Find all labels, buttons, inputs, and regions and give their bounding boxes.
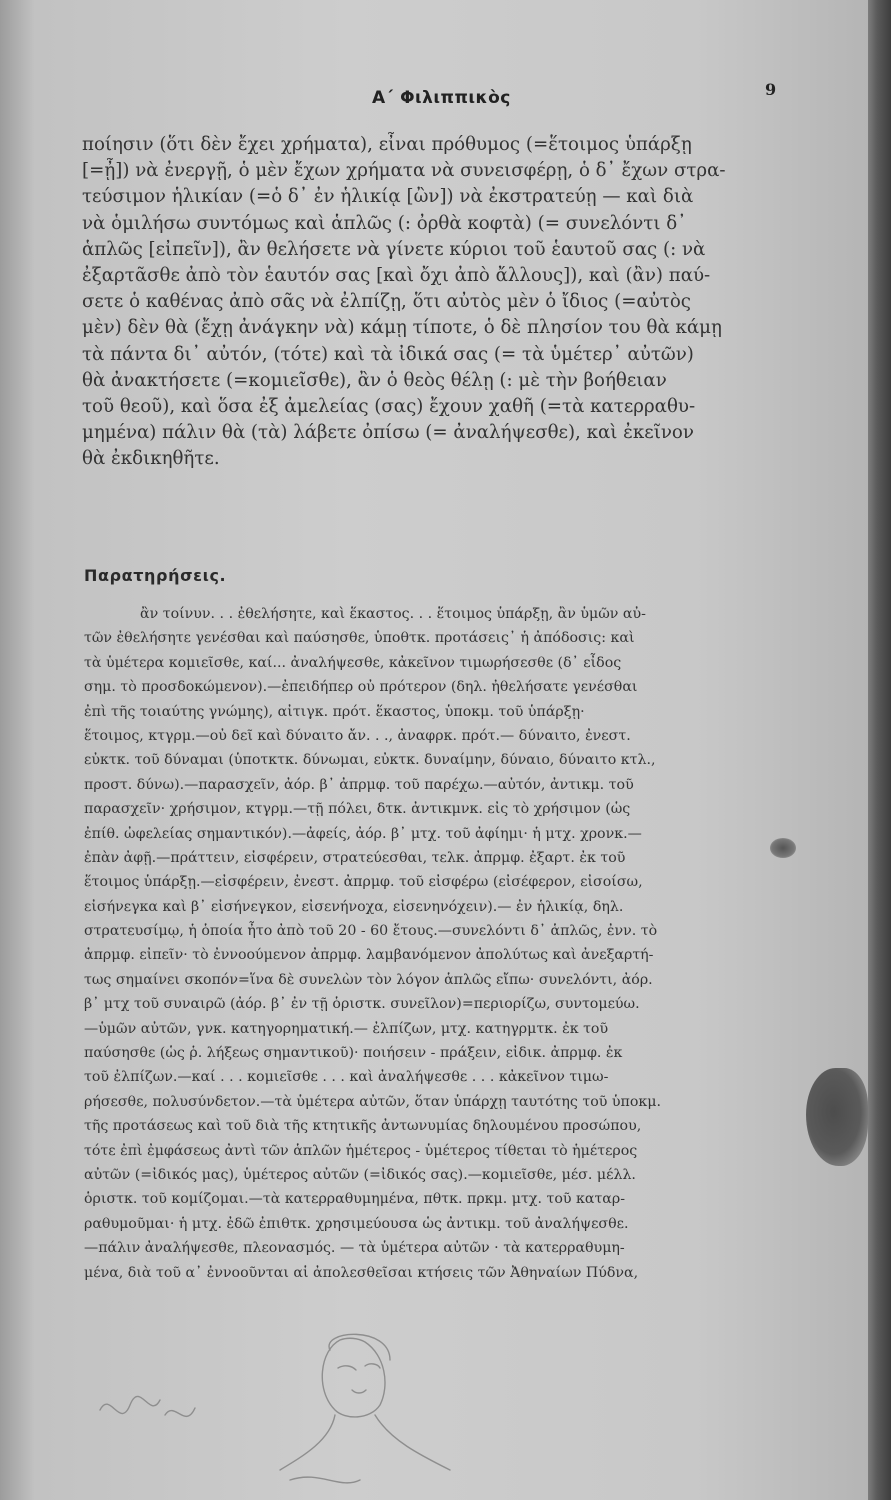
translation-text [82,132,812,472]
note-line: —πάλιν ἀναλήψεσθε, πλεονασμός. — τὰ ὑμέτερα αὐτῶν · τὰ κατερραθυμη- [84,1240,625,1257]
page-header [0,80,868,110]
text-line: θὰ ἐκδικηθῆτε. [82,448,220,470]
text-line: σετε ὁ καθένας ἀπὸ σᾶς νὰ ἐλπίζῃ, ὅτι αὐτὸς μὲν ὁ ἴδιος (=αὐτὸς [82,291,691,313]
text-line: νὰ ὁμιλήσω συντόμως καὶ ἁπλῶς (: ὀρθὰ κοφτὰ) (= συνελόντι δ᾽ [82,212,687,234]
note-line: ρήσεσθε, πολυσύνδετον.—τὰ ὑμέτερα αὐτῶν, ὅταν ὑπάρχῃ ταυτότης τοῦ ὑποκμ. [84,1093,661,1110]
page-edge [868,0,891,1500]
note-line: ἕτοιμος ὑπάρξῃ.—εἰσφέρειν, ἐνεστ. ἀπρμφ. τοῦ εἰσφέρω (εἰσέφερον, εἰσοίσω, [84,874,643,891]
note-line: ἂν τοίνυν. . . ἐθελήσητε, καὶ ἕκαστος. . . ἕτοιμος ὑπάρξῃ, ἂν ὑμῶν αὐ- [140,606,646,622]
ink-smudge [770,838,796,858]
note-line: παρασχεῖν· χρήσιμον, κτγρμ.—τῇ πόλει, δτκ. ἀντικμνκ. εἰς τὸ χρήσιμον (ὡς [84,801,631,818]
note-line: ἐπὶ τῆς τοιαύτης γνώμης), αἰτιγκ. πρότ. ἕκαστος, ὑποκμ. τοῦ ὑπάρξῃ· [84,703,585,720]
note-line: τως σημαίνει σκοπόν=ἵνα δὲ συνελὼν τὸν λόγον ἁπλῶς εἴπω· συνελόντι, ἀόρ. [84,971,653,988]
pencil-sketch [90,1320,550,1500]
page-number: 9 [765,80,777,99]
notes-text [84,602,796,1285]
note-line: ὁριστκ. τοῦ κομίζομαι.—τὰ κατερραθυμημένα, πθτκ. πρκμ. μτχ. τοῦ καταρ- [84,1191,626,1208]
note-line: τῆς προτάσεως καὶ τοῦ διὰ τῆς κτητικῆς ἀντωνυμίας δηλουμένου προσώπου, [84,1118,642,1135]
text-line: [=ᾖ]) νὰ ἐνεργῇ, ὁ μὲν ἔχων χρήματα νὰ συνεισφέρῃ, ὁ δ᾽ ἔχων στρα- [82,160,726,182]
note-line: ἐπίθ. ὠφελείας σημαντικόν).—ἀφείς, ἀόρ. β᾽ μτχ. τοῦ ἀφίημι· ἡ μτχ. χρονκ.— [84,825,642,842]
text-line: ἐξαρτᾶσθε ἀπὸ τὸν ἑαυτόν σας [καὶ ὄχι ἀπὸ ἄλλους]), καὶ (ἂν) παύ- [82,264,711,286]
text-line: τὰ πάντα δι᾽ αὐτόν, (τότε) καὶ τὰ ἰδικά σας (= τὰ ὑμέτερ᾽ αὐτῶν) [82,343,694,365]
note-line: στρατευσίμῳ, ἡ ὁποία ἦτο ἀπὸ τοῦ 20 - 60 ἔτους.—συνελόντι δ᾽ ἁπλῶς, ἐνν. τὸ [84,923,658,940]
note-line: ἕτοιμος, κτγρμ.—οὐ δεῖ καὶ δύναιτο ἄν. . ., ἀναφρκ. πρότ.— δύναιτο, ἐνεστ. [84,727,631,744]
note-line: τῶν ἐθελήσητε γενέσθαι καὶ παύσησθε, ὑποθτκ. προτάσεις᾽ ἡ ἀπόδοσις: καὶ [84,630,635,647]
note-line: τὰ ὑμέτερα κομιεῖσθε, καί... ἀναλήψεσθε, κἀκεῖνον τιμωρήσεσθε (δ᾽ εἶδος [84,654,622,671]
text-line: θὰ ἀνακτήσετε (=κομιεῖσθε), ἂν ὁ θεὸς θέλῃ (: μὲ τὴν βοήθειαν [82,369,667,391]
note-line: σημ. τὸ προσδοκώμενον).—ἐπειδήπερ οὐ πρότερον (δηλ. ἠθελήσατε γενέσθαι [84,679,638,696]
section-heading: Παρατηρήσεις. [84,566,227,585]
text-line: μὲν) δὲν θὰ (ἔχῃ ἀνάγκην νὰ) κάμῃ τίποτε, ὁ δὲ πλησίον του θὰ κάμῃ [82,317,722,339]
text-line: τοῦ θεοῦ), καὶ ὅσα ἐξ ἀμελείας (σας) ἔχουν χαθῆ (=τὰ κατερραθυ- [82,395,696,417]
text-line: ἁπλῶς [εἰπεῖν]), ἂν θελήσετε νὰ γίνετε κύριοι τοῦ ἑαυτοῦ σας (: νὰ [82,238,706,260]
note-line: τοῦ ἐλπίζων.—καί . . . κομιεῖσθε . . . καὶ ἀναλήψεσθε . . . κἀκεῖνον τιμω- [84,1069,609,1086]
note-line: ἀπρμφ. εἰπεῖν· τὸ ἐννοούμενον ἀπρμφ. λαμβανόμενον ἀπολύτως καὶ ἀνεξαρτή- [84,947,654,964]
note-line: εὐκτκ. τοῦ δύναμαι (ὑποτκτκ. δύνωμαι, εὐκτκ. δυναίμην, δύναιο, δύναιτο κτλ., [84,752,656,769]
note-line: αὐτῶν (=ἰδικός μας), ὑμέτερος αὐτῶν (=ἰδικός σας).—κομιεῖσθε, μέσ. μέλλ. [84,1166,636,1183]
note-line: παύσησθε (ὡς ῥ. λήξεως σημαντικοῦ)· ποιήσειν - πράξειν, εἰδικ. ἀπρμφ. ἐκ [84,1045,623,1062]
note-line: ἐπὰν ἀφῇ.—πράττειν, εἰσφέρειν, στρατεύεσθαι, τελκ. ἀπρμφ. ἐξαρτ. ἐκ τοῦ [84,849,626,866]
text-line: τεύσιμον ἡλικίαν (=ὁ δ᾽ ἐν ἡλικίᾳ [ὢν]) νὰ ἐκστρατεύῃ — καὶ διὰ [82,186,694,208]
note-line: εἰσήνεγκα καὶ β᾽ εἰσήνεγκον, εἰσενήνοχα, εἰσενηνόχειν).— ἐν ἡλικίᾳ, δηλ. [84,898,624,915]
text-line: ποίησιν (ὅτι δὲν ἔχει χρήματα), εἶναι πρόθυμος (=ἕτοιμος ὑπάρξῃ [82,134,692,155]
note-line: τότε ἐπὶ ἐμφάσεως ἀντὶ τῶν ἁπλῶν ἡμέτερος - ὑμέτερος τίθεται τὸ ἡμέτερος [84,1142,638,1159]
note-line: β᾽ μτχ τοῦ συναιρῶ (ἀόρ. β᾽ ἐν τῇ ὁριστκ. συνεῖλον)=περιορίζω, συντομεύω. [84,996,640,1013]
note-line: μένα, διὰ τοῦ α᾽ ἐννοοῦνται αἱ ἀπολεσθεῖσαι κτήσεις τῶν Ἀθηναίων Πύδνα, [84,1264,639,1281]
note-line: ραθυμοῦμαι· ἡ μτχ. ἐδῶ ἐπιθτκ. χρησιμεύουσα ὡς ἀντικμ. τοῦ ἀναλήψεσθε. [84,1215,629,1232]
note-line: προστ. δύνω).—παρασχεῖν, ἀόρ. β᾽ ἀπρμφ. τοῦ παρέχω.—αὐτόν, ἀντικμ. τοῦ [84,776,634,793]
note-line: —ὑμῶν αὐτῶν, γνκ. κατηγορηματική.— ἐλπίζων, μτχ. κατηγρμτκ. ἐκ τοῦ [84,1020,609,1037]
ink-stain [806,1068,868,1166]
text-line: μημένα) πάλιν θὰ (τὰ) λάβετε ὀπίσω (= ἀναλήψεσθε), καὶ ἐκεῖνον [82,422,694,444]
running-title: Α΄ Φιλιππικὸς [372,88,511,108]
